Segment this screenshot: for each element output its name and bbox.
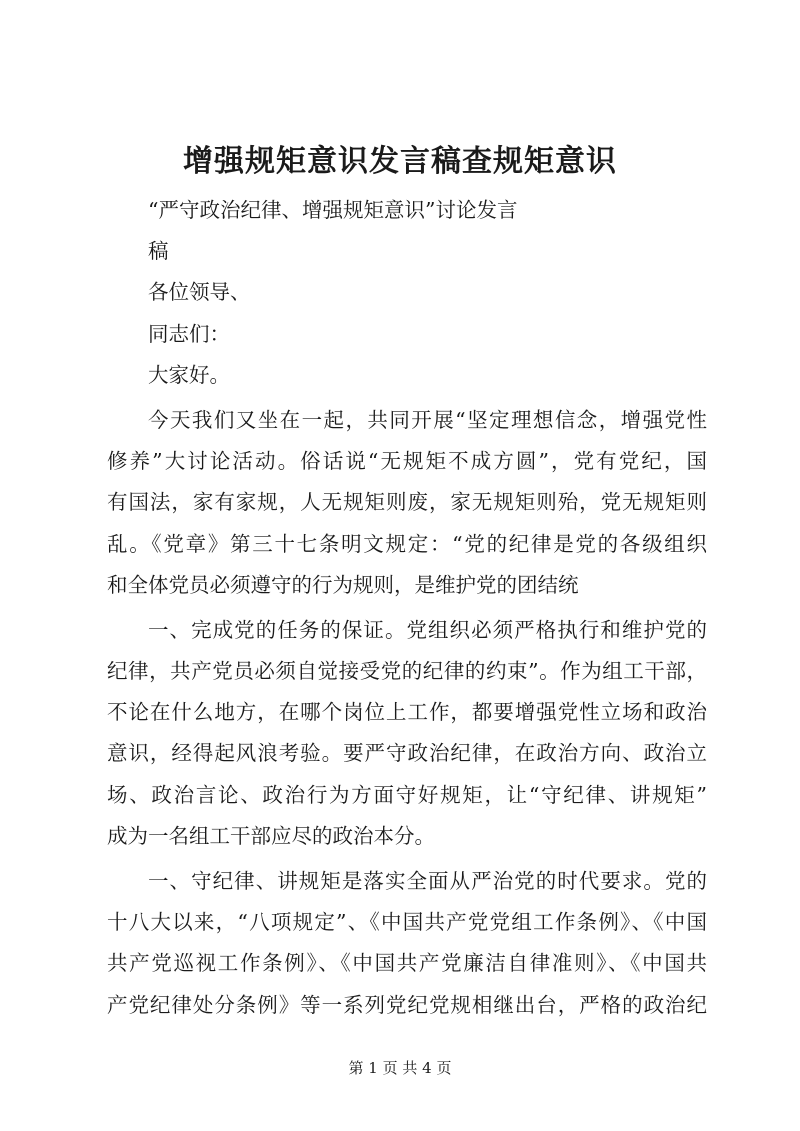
text-line: 共产党巡视工作条例》、《中国共产党廉洁自律准则》、《中国共 (107, 951, 707, 976)
text-line: 十八大以来，“八项规定”、《中国共产党党组工作条例》、《中国 (107, 910, 707, 935)
text-line: 大家好。 (148, 362, 230, 387)
text-line: 各位领导、 (148, 280, 251, 305)
text-line: 稿 (148, 239, 169, 264)
text-line: 成为一名组工干部应尽的政治本分。 (107, 823, 435, 848)
text-line: 和全体党员必须遵守的行为规则，是维护党的团结统 (107, 572, 579, 597)
text-line: 意识，经得起风浪考验。要严守政治纪律，在政治方向、政治立 (107, 741, 707, 766)
text-line: 今天我们又坐在一起，共同开展“坚定理想信念，增强党性 (148, 407, 707, 432)
text-line: 有国法，家有家规，人无规矩则废，家无规矩则殆，党无规矩则 (107, 490, 707, 515)
text-line: 乱。《党章》第三十七条明文规定：“党的纪律是党的各级组织 (107, 531, 707, 556)
text-line: 产党纪律处分条例》等一系列党纪党规相继出台，严格的政治纪 (107, 992, 707, 1017)
text-line: 一、守纪律、讲规矩是落实全面从严治党的时代要求。党的 (148, 869, 707, 893)
text-line: 修养”大讨论活动。俗话说“无规矩不成方圆”，党有党纪，国 (107, 449, 707, 474)
text-line: “严守政治纪律、增强规矩意识”讨论发言 (148, 198, 518, 222)
text-line: 纪律，共产党员必须自觉接受党的纪律的约束”。作为组工干部， (107, 659, 707, 684)
text-line: 一、完成党的任务的保证。党组织必须严格执行和维护党的 (148, 617, 707, 642)
page-footer: 第 1 页 共 4 页 (348, 1059, 452, 1077)
text-line: 场、政治言论、政治行为方面守好规矩，让“守纪律、讲规矩” (107, 782, 707, 807)
text-line: 不论在什么地方，在哪个岗位上工作，都要增强党性立场和政治 (107, 700, 707, 725)
document-body (107, 190, 707, 1026)
text-line: 同志们： (148, 321, 230, 346)
document-title: 增强规矩意识发言稿查规矩意识 (183, 144, 617, 179)
